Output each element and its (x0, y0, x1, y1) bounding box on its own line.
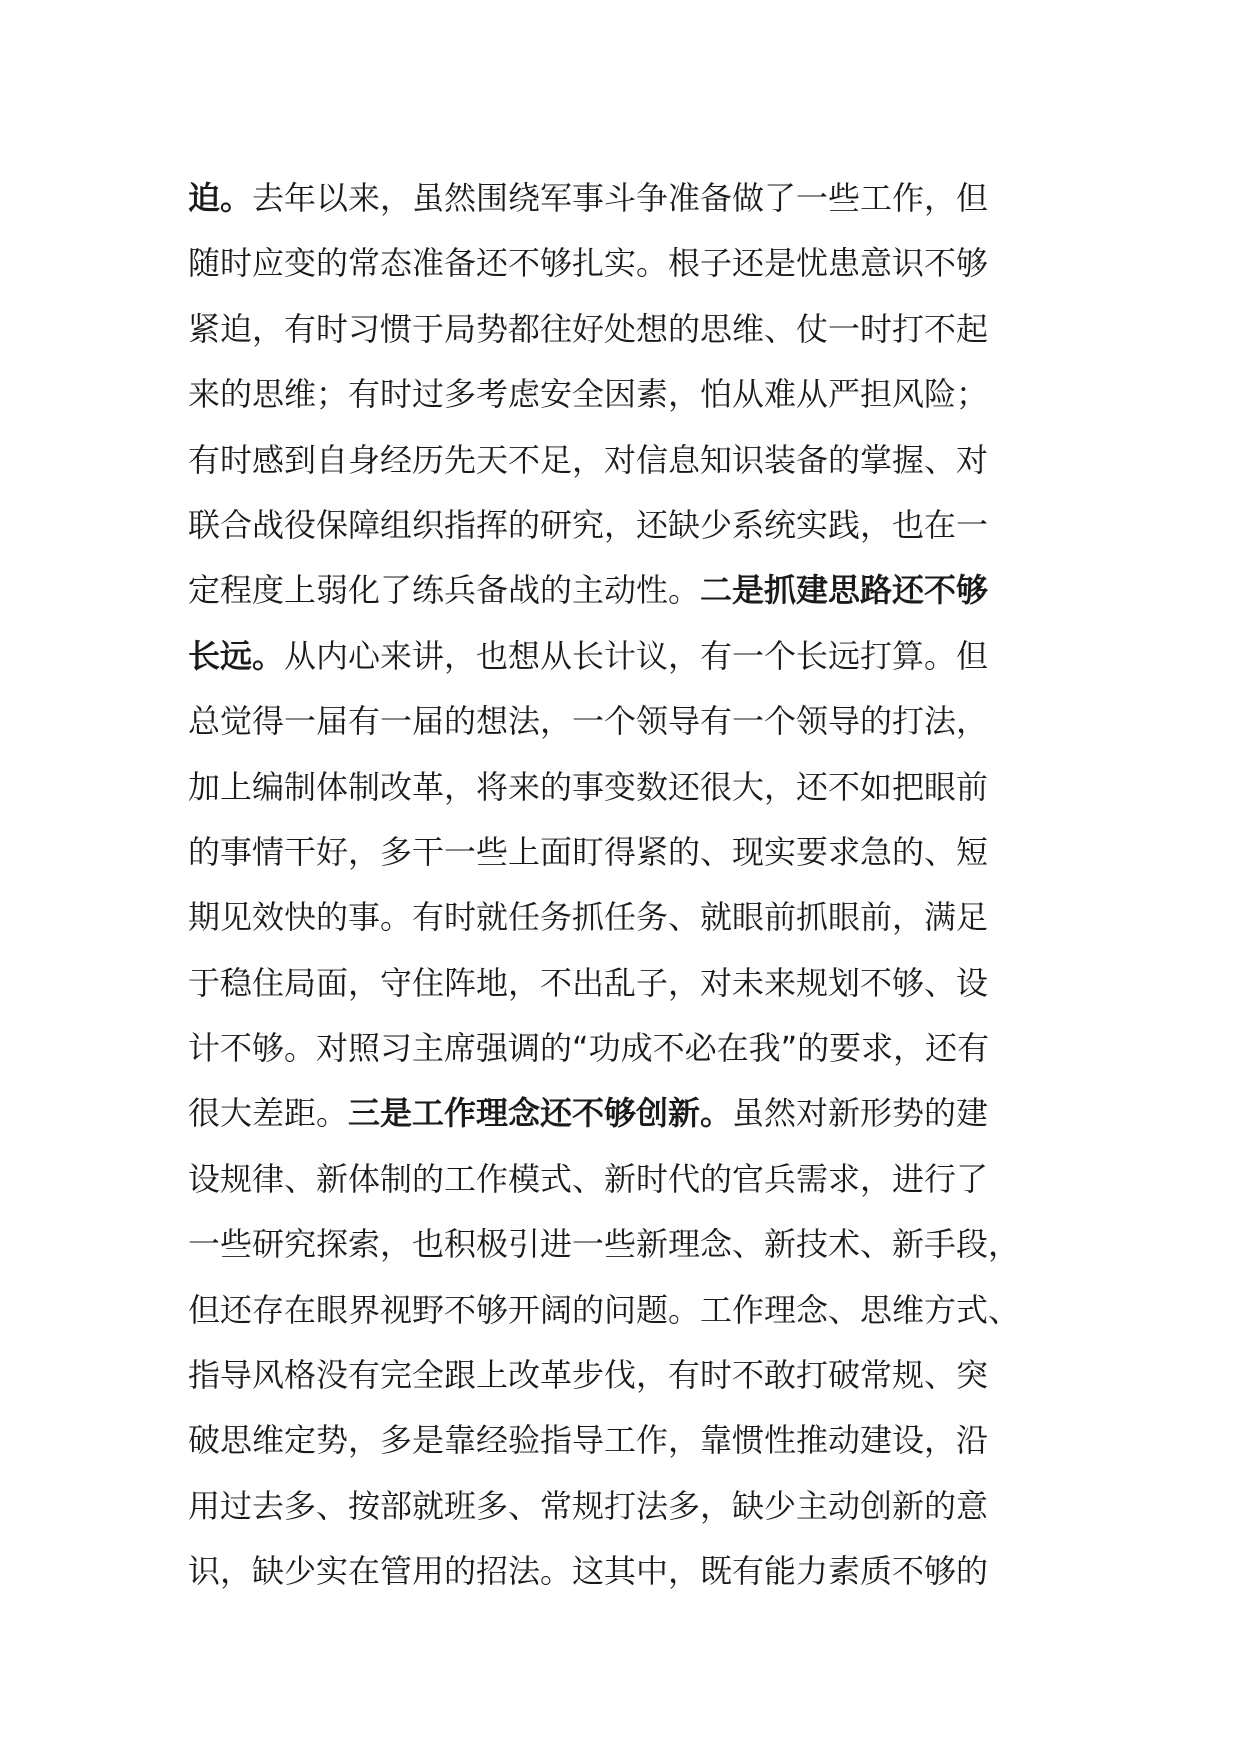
text-line (188, 166, 1088, 231)
text-line (188, 297, 1088, 362)
text-segment: 一些研究探索，也积极引进一些新理念、新技术、新手段， (188, 1225, 1021, 1264)
text-line (188, 1474, 1088, 1539)
text-segment: 定程度上弱化了练兵备战的主动性。 (188, 571, 701, 610)
text-line (188, 1278, 1088, 1343)
text-line (188, 558, 1088, 623)
text-segment: 来的思维；有时过多考虑安全因素，怕从难从严担风险； (188, 375, 989, 414)
bold-heading-segment: 二是抓建思路还不够 (700, 571, 989, 610)
text-line (188, 951, 1088, 1016)
text-segment: 紧迫，有时习惯于局势都往好处想的思维、仗一时打不起 (188, 309, 989, 348)
text-line (188, 1408, 1088, 1473)
text-segment: 指导风格没有完全跟上改革步伐，有时不敢打破常规、突 (188, 1356, 989, 1395)
text-segment: 很大差距。 (188, 1094, 349, 1133)
text-line (188, 362, 1088, 427)
text-segment: 有时感到自身经历先天不足，对信息知识装备的掌握、对 (188, 440, 989, 479)
bold-heading-segment: 三是工作理念还不够创新。 (348, 1094, 733, 1133)
text-segment: 期见效快的事。有时就任务抓任务、就眼前抓眼前，满足 (188, 898, 989, 937)
text-line (188, 231, 1088, 296)
text-segment: 加上编制体制改革，将来的事变数还很大，还不如把眼前 (188, 767, 989, 806)
bold-heading-segment: 长远。 (188, 636, 285, 675)
text-line (188, 1343, 1088, 1408)
text-segment: 总觉得一届有一届的想法，一个领导有一个领导的打法， (188, 702, 989, 741)
text-segment: 识，缺少实在管用的招法。这其中，既有能力素质不够的 (188, 1552, 989, 1591)
text-segment: 但还存在眼界视野不够开阔的问题。工作理念、思维方式、 (188, 1290, 1021, 1329)
text-segment: 随时应变的常态准备还不够扎实。根子还是忧患意识不够 (188, 244, 989, 283)
text-segment: 从内心来讲，也想从长计议，有一个长远打算。但 (284, 636, 989, 675)
text-segment: 设规律、新体制的工作模式、新时代的官兵需求，进行了 (188, 1159, 989, 1198)
text-segment: 于稳住局面，守住阵地，不出乱子，对未来规划不够、设 (188, 963, 989, 1002)
text-line (188, 1147, 1088, 1212)
text-line (188, 755, 1088, 820)
text-segment: 的事情干好，多干一些上面盯得紧的、现实要求急的、短 (188, 832, 989, 871)
text-line (188, 1539, 1088, 1604)
text-segment: 用过去多、按部就班多、常规打法多，缺少主动创新的意 (188, 1486, 989, 1525)
text-line (188, 624, 1088, 689)
bold-heading-segment: 迫。 (188, 179, 253, 217)
text-line (188, 885, 1088, 950)
text-line (188, 820, 1088, 885)
text-segment: 联合战役保障组织指挥的研究，还缺少系统实践，也在一 (188, 505, 989, 544)
text-line (188, 1212, 1088, 1277)
text-line (188, 1081, 1088, 1146)
text-line (188, 1016, 1088, 1081)
text-line (188, 689, 1088, 754)
text-segment: 虽然对新形势的建 (732, 1094, 989, 1133)
text-line (188, 493, 1088, 558)
text-segment: 去年以来，虽然围绕军事斗争准备做了一些工作，但 (252, 179, 989, 217)
body-text (188, 166, 1088, 1605)
text-segment: 破思维定势，多是靠经验指导工作，靠惯性推动建设，沿 (188, 1421, 989, 1460)
text-segment: 计不够。对照习主席强调的“功成不必在我”的要求，还有 (188, 1029, 990, 1068)
text-line (188, 428, 1088, 493)
